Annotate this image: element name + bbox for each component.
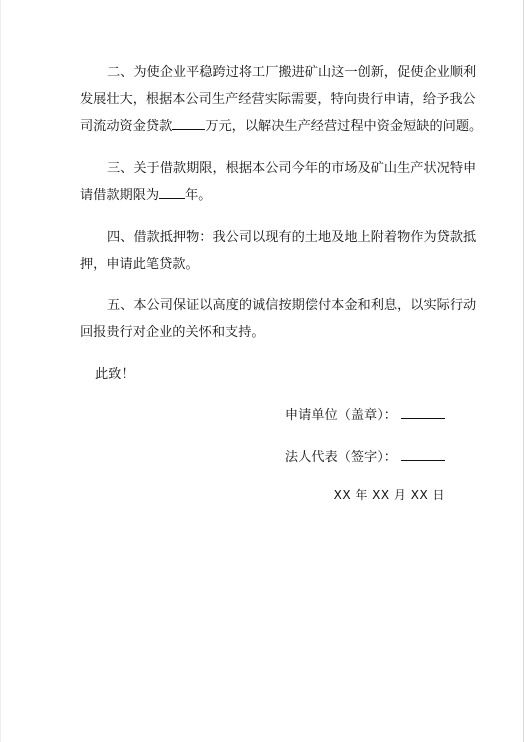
date-line: XX 年 XX 月 XX 日 — [333, 488, 445, 502]
paragraph-4-line-2: 押，申请此笔贷款。 — [80, 257, 199, 272]
legal-rep-signature-line — [285, 446, 445, 468]
loan-amount-blank — [172, 116, 205, 130]
paragraph-5 — [80, 292, 477, 346]
legal-rep-blank — [401, 446, 445, 461]
paragraph-2-line-1: 二、为使企业平稳跨过将工厂搬进矿山这一创新，促使企业顺利 — [107, 65, 477, 80]
paragraph-4-line-1: 四、借款抵押物：我公司以现有的土地及地上附着物作为贷款抵 — [107, 230, 477, 245]
paragraph-2-line-2: 发展壮大，根据本公司生产经营实际需要，特向贵行申请，给予我公 — [80, 92, 476, 107]
paragraph-5-line-2: 回报贵行对企业的关怀和支持。 — [80, 325, 265, 340]
paragraph-3 — [80, 155, 477, 209]
page-left-edge — [0, 0, 1, 742]
paragraph-3-line-2-end: 年。 — [185, 188, 212, 203]
paragraph-2 — [80, 59, 483, 140]
closing-salutation: 此致！ — [95, 367, 135, 382]
paragraph-3-line-1: 三、关于借款期限，根据本公司今年的市场及矿山生产状况特申 — [107, 161, 477, 176]
applicant-blank — [401, 404, 445, 419]
paragraph-3-line-2 — [80, 182, 452, 209]
paragraph-2-line-3-end: 万元，以解决生产经营过程中资金短缺的问题。 — [205, 119, 483, 134]
applicant-signature-line — [285, 404, 445, 426]
paragraph-5-line-1: 五、本公司保证以高度的诚信按期偿付本金和利息，以实际行动 — [107, 298, 477, 313]
applicant-label: 申请单位（盖章）： — [284, 408, 397, 423]
paragraph-4 — [80, 224, 477, 278]
paragraph-2-line-3 — [80, 113, 483, 140]
paragraph-2-line-3-start: 司流动资金贷款 — [80, 119, 173, 134]
loan-term-blank — [159, 185, 185, 199]
paragraph-3-line-2-start: 请借款期限为 — [80, 188, 160, 203]
legal-rep-label: 法人代表（签字）： — [284, 450, 397, 465]
